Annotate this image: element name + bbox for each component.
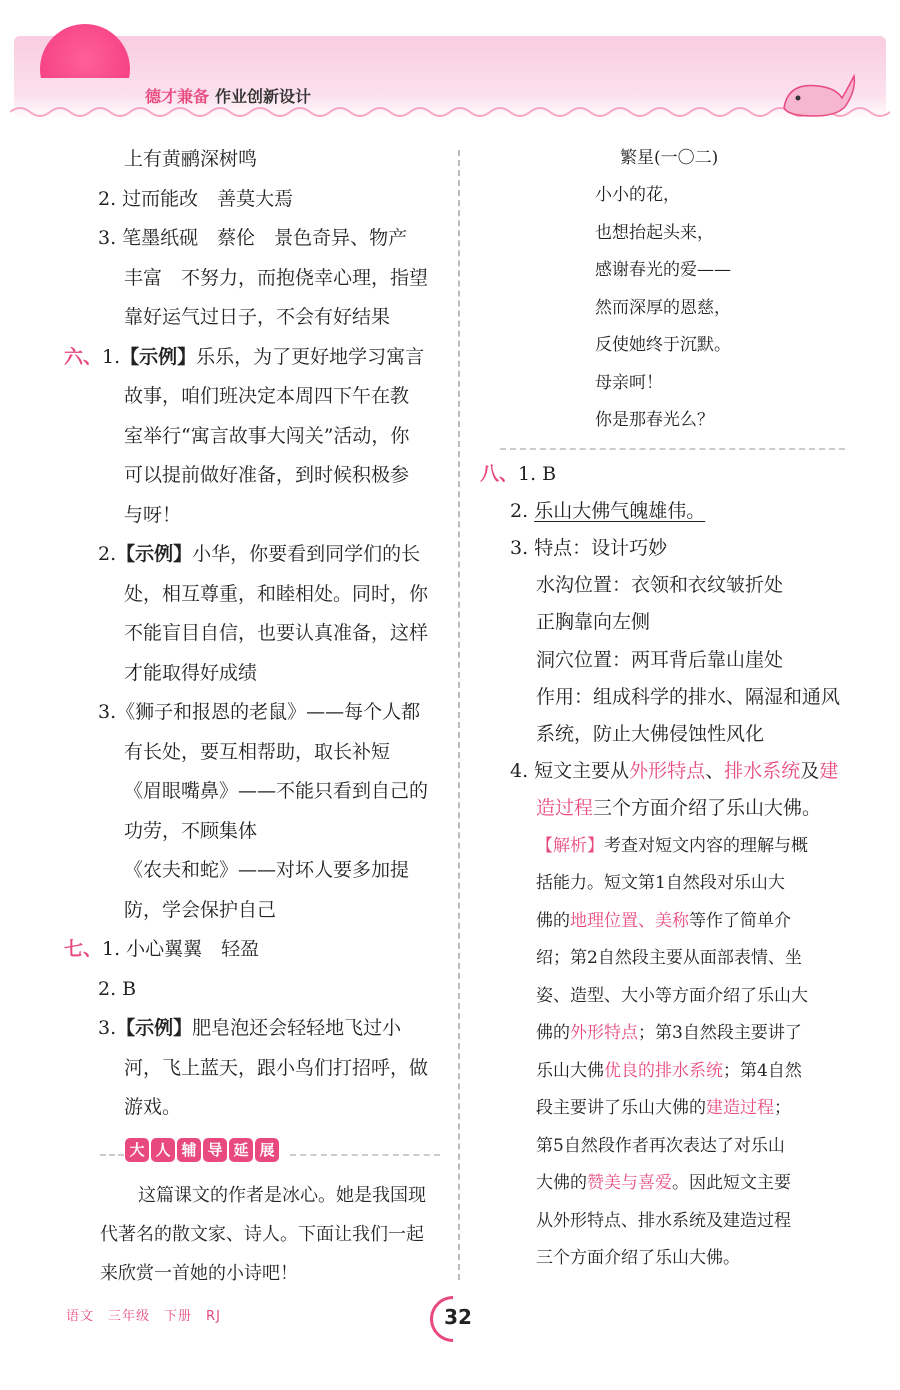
answer-line: 游戏。 (124, 1096, 182, 1118)
answer-line: 可以提前做好准备，到时候积极参 (124, 464, 410, 486)
analysis-line (480, 1015, 850, 1053)
analysis-text: 等作了简单介 (689, 910, 791, 931)
brand-title (145, 84, 311, 107)
analysis-text: 佛的 (536, 910, 570, 931)
analysis-text: 。因此短文主要 (672, 1173, 791, 1194)
section-eight (480, 456, 850, 493)
analysis-line (480, 1165, 850, 1203)
analysis-line (480, 828, 850, 866)
answer-line: 2. B (98, 977, 137, 1000)
answer-line: 洞穴位置：两耳背后靠山崖处 (536, 648, 784, 671)
analysis-tag: 【解析】 (536, 835, 604, 856)
example-tag: 【示例】 (116, 1017, 193, 1039)
analysis-text: 大佛的 (536, 1173, 587, 1194)
section-label: 六、 (64, 345, 103, 368)
highlight-text: 排水系统 (724, 760, 801, 783)
guide-divider-right (290, 1154, 440, 1156)
poem-line: 也想抬起头来， (595, 222, 714, 243)
analysis-line: 括能力。短文第1自然段对乐山大 (536, 873, 785, 894)
page-footer (66, 1305, 235, 1324)
brand-dark-text: 作业创新设计 (215, 87, 312, 106)
answer-text: 及 (800, 760, 820, 783)
answer-line: 3.《狮子和报恩的老鼠》——每个人都 (98, 701, 421, 723)
answer-line (480, 493, 850, 530)
item-number: 2. (510, 499, 529, 522)
footer-edition: RJ (206, 1309, 221, 1324)
example-tag: 【示例】 (120, 345, 197, 368)
poem-divider (500, 448, 845, 450)
analysis-text: ；第4自然 (723, 1060, 802, 1081)
analysis-line: 绍；第2自然段主要从面部表情、坐 (536, 948, 802, 969)
guide-divider-left (100, 1154, 124, 1156)
answer-line: 故事，咱们班决定本周四下午在教 (124, 385, 410, 407)
page-number: 32 (444, 1305, 472, 1329)
answer-line (64, 1009, 444, 1049)
answer-text: 4. 短文主要从 (510, 760, 630, 783)
poem-title: 繁星(一〇二) (620, 148, 719, 168)
poem-line: 感谢春光的爱—— (595, 260, 731, 280)
wave-decoration (10, 104, 890, 126)
analysis-line: 三个方面介绍了乐山大佛。 (536, 1248, 740, 1269)
analysis-text: 考查对短文内容的理解与概 (604, 835, 808, 856)
section-six (64, 338, 444, 378)
answer-line: 3. 笔墨纸砚 蔡伦 景色奇异、物产 (98, 227, 408, 249)
highlight-text: 地理位置、美称 (570, 910, 689, 931)
guide-char: 延 (229, 1138, 253, 1162)
answer-text: 小华，你要看到同学们的长 (192, 543, 421, 565)
answer-line (480, 790, 850, 827)
analysis-line (480, 1090, 850, 1128)
answer-text: 、 (705, 760, 725, 783)
answer-line: 靠好运气过日子，不会有好结果 (124, 306, 391, 328)
answer-line: 上有黄鹂深树鸣 (124, 148, 258, 170)
answer-line: 2. 过而能改 善莫大焉 (98, 187, 294, 210)
answer-line: 防，学会保护自己 (124, 898, 277, 921)
brand-pink-text: 德才兼备 (145, 87, 210, 106)
highlight-text: 外形特点 (629, 760, 706, 783)
answer-line: 系统，防止大佛侵蚀性风化 (536, 722, 765, 745)
analysis-text: ； (774, 1098, 791, 1119)
answer-line: 有长处，要互相帮助，取长补短 (124, 740, 391, 763)
whale-icon (778, 68, 858, 120)
analysis-line (480, 1053, 850, 1091)
highlight-text: 建造过程 (706, 1098, 774, 1119)
answer-text: 1. 小心翼翼 轻盈 (102, 938, 260, 960)
answer-line (64, 535, 444, 575)
answer-line: 《眉眼嘴鼻》——不能只看到自己的 (124, 780, 429, 802)
poem-line: 反使她终于沉默。 (595, 335, 731, 355)
answer-line: 功劳，不顾集体 (124, 819, 258, 842)
answer-line: 河，飞上蓝天，跟小鸟们打招呼，做 (124, 1056, 429, 1079)
analysis-line: 从外形特点、排水系统及建造过程 (536, 1210, 791, 1231)
answer-text: 乐乐，为了更好地学习寓言 (196, 345, 425, 368)
answer-line: 室举行“寓言故事大闯关”活动，你 (124, 424, 410, 447)
section-label: 八、 (480, 462, 519, 485)
answer-text: 肥皂泡还会轻轻地飞过小 (192, 1017, 402, 1039)
item-number: 1. (102, 345, 121, 368)
underlined-sentence: 乐山大佛气魄雄伟。 (534, 499, 706, 522)
analysis-line: 姿、造型、大小等方面介绍了乐山大 (536, 985, 808, 1006)
footer-subject: 语文 (66, 1309, 95, 1324)
section-label: 七、 (64, 938, 103, 960)
guide-char: 展 (255, 1138, 279, 1162)
guide-heading (125, 1138, 425, 1168)
guide-char: 导 (203, 1138, 227, 1162)
answer-line: 水沟位置：衣领和衣纹皱折处 (536, 574, 784, 597)
answer-line: 《农夫和蛇》——对坏人要多加提 (124, 859, 410, 881)
highlight-text: 造过程 (536, 797, 594, 820)
answer-text: 三个方面介绍了乐山大佛。 (593, 797, 822, 820)
column-divider (458, 150, 460, 1280)
left-column (64, 140, 444, 1128)
guide-char: 辅 (177, 1138, 201, 1162)
poem-line: 你是那春光么？ (595, 410, 714, 430)
analysis-text: 乐山大佛 (536, 1060, 604, 1081)
highlight-text: 外形特点 (570, 1023, 638, 1044)
answer-line: 才能取得好成绩 (124, 661, 258, 684)
item-number: 2. (98, 543, 117, 565)
highlight-text: 赞美与喜爱 (587, 1173, 672, 1194)
section-seven (64, 930, 444, 970)
answer-text: 1. B (518, 462, 557, 485)
analysis-text: 佛的 (536, 1023, 570, 1044)
answer-line: 正胸靠向左侧 (536, 611, 651, 634)
answer-line: 3. 特点：设计巧妙 (510, 536, 668, 559)
item-number: 3. (98, 1017, 117, 1039)
guide-paragraph: 这篇课文的作者是冰心。她是我国现代著名的散文家、诗人。下面让我们一起来欣赏一首她的小诗吧！ (100, 1185, 426, 1284)
answer-line: 与呀！ (124, 503, 182, 526)
poem-line: 母亲呵！ (595, 372, 663, 393)
highlight-text: 建 (819, 760, 839, 783)
analysis-line: 第5自然段作者再次表达了对乐山 (536, 1135, 785, 1156)
answer-line (480, 753, 850, 790)
right-column (480, 140, 850, 1278)
analysis-text: 段主要讲了乐山大佛的 (536, 1098, 706, 1119)
footer-grade: 三年级 (108, 1309, 151, 1324)
answer-line: 不能盲目自信，也要认真准备，这样 (124, 622, 429, 644)
answer-line: 处，相互尊重，和睦相处。同时，你 (124, 582, 429, 605)
guide-char: 人 (151, 1138, 175, 1162)
answer-line: 作用：组成科学的排水、隔湿和通风 (536, 685, 841, 708)
analysis-text: ；第3自然段主要讲了 (638, 1023, 802, 1044)
poem-line: 小小的花， (595, 185, 680, 205)
guide-char: 大 (125, 1138, 149, 1162)
answer-line: 丰富 不努力，而抱侥幸心理，指望 (124, 266, 429, 289)
highlight-text: 优良的排水系统 (604, 1060, 723, 1081)
footer-term: 下册 (164, 1309, 193, 1324)
poem-line: 然而深厚的恩慈， (595, 297, 731, 318)
example-tag: 【示例】 (116, 543, 193, 565)
analysis-line (480, 903, 850, 941)
